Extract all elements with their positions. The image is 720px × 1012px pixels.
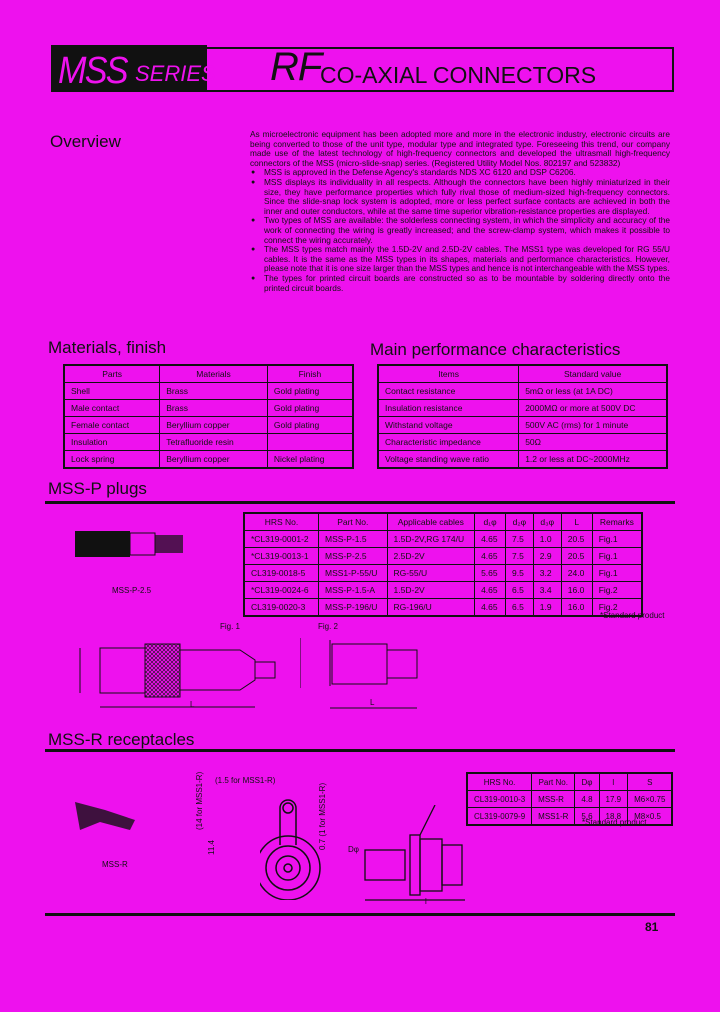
table-cell: 2.5D-2V — [387, 548, 475, 565]
header-mss: MSS — [58, 50, 127, 92]
table-cell: 1.0 — [533, 531, 561, 548]
table-row — [378, 434, 667, 451]
dim-l: l — [425, 897, 427, 906]
table-cell: 4.65 — [475, 531, 506, 548]
receptacle-side-drawing — [340, 805, 470, 905]
table-cell: 7.5 — [506, 531, 534, 548]
column-header: l — [599, 773, 628, 791]
table-cell: 500V AC (rms) for 1 minute — [519, 417, 667, 434]
table-cell: 5.6 — [575, 808, 599, 826]
table-cell: 1.2 or less at DC~2000MHz — [519, 451, 667, 469]
table-row — [467, 791, 672, 808]
table-cell: MSS-P-196/U — [319, 599, 388, 617]
overview-bullet: ● The MSS types match mainly the 1.5D-2V and 2.5D-2V cables. The MSS1 type was developed for RG 55/U cables. It is the same as the MSS types in its shapes, materials and performance characteristics. However, please note that it is one size larger than the MSS types and hence is not interchangeable with the MSS types. — [264, 245, 670, 274]
table-cell: MSS-R — [532, 791, 575, 808]
column-header: HRS No. — [467, 773, 532, 791]
table-cell: Gold plating — [267, 400, 353, 417]
table-cell: 5.65 — [475, 565, 506, 582]
table-cell: MSS-P-1.5-A — [319, 582, 388, 599]
table-cell: Voltage standing wave ratio — [378, 451, 519, 469]
table-cell: 3.4 — [533, 582, 561, 599]
section-rule — [45, 749, 675, 752]
column-header: d₃φ — [533, 513, 561, 531]
plugs-note: *Standard product — [600, 611, 665, 620]
table-row — [64, 451, 353, 469]
table-cell: 3.2 — [533, 565, 561, 582]
table-row — [244, 531, 642, 548]
plug-photo — [75, 525, 185, 565]
table-cell: Fig.1 — [592, 565, 642, 582]
overview-bullet: ● MSS is approved in the Defense Agency's standards NDS XC 6120 and DSP C6206. — [264, 168, 670, 178]
table-cell: 18.8 — [599, 808, 628, 826]
table-row — [64, 400, 353, 417]
receptacles-note: *Standard product — [582, 818, 647, 827]
table-cell: 20.5 — [561, 531, 592, 548]
table-cell: M6×0.75 — [628, 791, 673, 808]
table-row — [244, 565, 642, 582]
table-cell: MSS-P-2.5 — [319, 548, 388, 565]
table-cell: Beryllium copper — [160, 417, 268, 434]
table-cell: 5mΩ or less (at 1A DC) — [519, 383, 667, 400]
table-cell: 2000MΩ or more at 500V DC — [519, 400, 667, 417]
table-cell: Gold plating — [267, 383, 353, 400]
column-header: Remarks — [592, 513, 642, 531]
table-cell: 1.9 — [533, 599, 561, 617]
plugs-table — [243, 512, 643, 617]
column-header: Dφ — [575, 773, 599, 791]
table-cell: 6.5 — [506, 582, 534, 599]
table-row — [244, 582, 642, 599]
receptacles-heading: MSS-R receptacles — [48, 730, 195, 749]
dim-D: Dφ — [348, 845, 359, 854]
fig2-drawing — [300, 638, 450, 713]
table-cell: Fig.1 — [592, 548, 642, 565]
table-cell: RG-55/U — [387, 565, 475, 582]
table-row — [378, 383, 667, 400]
table-cell: CL319-0018-5 — [244, 565, 319, 582]
fig1-label: Fig. 1 — [220, 622, 241, 631]
table-cell: Fig.2 — [592, 599, 642, 617]
header-rf: RF — [270, 45, 322, 89]
column-header: Applicable cables — [387, 513, 475, 531]
col-standard-value: Standard value — [519, 365, 667, 383]
table-cell: 1.5D-2V — [387, 582, 475, 599]
column-header: Part No. — [532, 773, 575, 791]
table-cell: Fig.1 — [592, 531, 642, 548]
column-header: d₁φ — [475, 513, 506, 531]
plug-photo-caption: MSS-P-2.5 — [112, 586, 152, 595]
column-header: L — [561, 513, 592, 531]
table-cell: 4.8 — [575, 791, 599, 808]
table-cell: 20.5 — [561, 548, 592, 565]
overview-bullet: ● MSS displays its individuality in all respects. Although the connectors have been highly miniaturized in their size, they have performance properties which fully rival those of medium-sized high-frequency connectors. Since the slide-snap lock system is adopted, more or less perfect surface contacts are achieved in both the inner and outer conductors, while at the same time superior vibration-resistance properties are displayed. — [264, 178, 670, 216]
table-cell: 4.65 — [475, 548, 506, 565]
materials-heading: Materials, finish — [48, 338, 167, 357]
overview-text — [250, 130, 670, 293]
performance-table — [377, 364, 668, 469]
table-cell: 9.5 — [506, 565, 534, 582]
header-series: SERIES — [135, 61, 216, 86]
table-cell: CL319-0010-3 — [467, 791, 532, 808]
table-cell: 24.0 — [561, 565, 592, 582]
table-cell: MSS-P-1.5 — [319, 531, 388, 548]
overview-heading: Overview — [50, 132, 121, 151]
table-cell: 16.0 — [561, 582, 592, 599]
table-cell: Female contact — [64, 417, 160, 434]
table-cell: CL319-0079-9 — [467, 808, 532, 826]
table-cell: MSS1-P-55/U — [319, 565, 388, 582]
dim-height: 11.4 — [207, 840, 216, 855]
section-rule — [45, 913, 675, 916]
table-cell: *CL319-0001-2 — [244, 531, 319, 548]
table-cell: Fig.2 — [592, 582, 642, 599]
table-cell: Lock spring — [64, 451, 160, 469]
table-row — [64, 383, 353, 400]
table-cell — [267, 434, 353, 451]
overview-bullet: ● Two types of MSS are available: the solderless connecting system, in which the simplicity and accuracy of the work of connecting the wiring is greatly increased; and the screw-clamp system, which makes it possible to connect the wiring accurately. — [264, 216, 670, 245]
table-cell: Beryllium copper — [160, 451, 268, 469]
table-cell: 4.65 — [475, 599, 506, 617]
page-number: 81 — [645, 920, 659, 934]
table-cell: Characteristic impedance — [378, 434, 519, 451]
table-cell: 1.5D-2V,RG 174/U — [387, 531, 475, 548]
table-cell: Gold plating — [267, 417, 353, 434]
table-cell: 6.5 — [506, 599, 534, 617]
fig1-dim-L: L — [190, 700, 195, 709]
table-cell: Insulation resistance — [378, 400, 519, 417]
dim-thickness: 0.7 (1 for MSS1-R) — [318, 782, 327, 850]
plugs-heading: MSS-P plugs — [48, 479, 147, 498]
table-row — [64, 417, 353, 434]
col-items: Items — [378, 365, 519, 383]
column-header: HRS No. — [244, 513, 319, 531]
col-finish: Finish — [267, 365, 353, 383]
table-cell: *CL319-0024-6 — [244, 582, 319, 599]
column-header: d₂φ — [506, 513, 534, 531]
table-cell: M8×0.5 — [628, 808, 673, 826]
table-cell: Insulation — [64, 434, 160, 451]
table-cell: 50Ω — [519, 434, 667, 451]
table-row — [244, 599, 642, 617]
table-cell: Shell — [64, 383, 160, 400]
table-row — [378, 417, 667, 434]
header-title: CO-AXIAL CONNECTORS — [320, 62, 597, 88]
dim-tab-width: (1.5 for MSS1-R) — [215, 776, 276, 785]
table-cell: Brass — [160, 400, 268, 417]
table-cell: Brass — [160, 383, 268, 400]
dim-height-mss1: (14 for MSS1-R) — [195, 771, 204, 830]
overview-intro: As microelectronic equipment has been adopted more and more in the electronic industry, electronic circuits are being converted to those of the unit type, modular type and integrated type. Foreseeing this trend, our company made use of the latest technology of high-frequency connectors and developed the ultrasmall high-frequency connectors of the MSS (micro-slide-snap) series. (Registered Utility Model Nos. 802197 and 523832) — [250, 129, 670, 168]
table-cell: 4.65 — [475, 582, 506, 599]
table-cell: 17.9 — [599, 791, 628, 808]
col-parts: Parts — [64, 365, 160, 383]
column-header: S — [628, 773, 673, 791]
column-header: Part No. — [319, 513, 388, 531]
table-cell: Contact resistance — [378, 383, 519, 400]
overview-bullet: ● The types for printed circuit boards are constructed so as to be mountable by soldering directly onto the printed circuit boards. — [264, 274, 670, 293]
fig2-dim-L: L — [370, 698, 375, 707]
table-cell: Nickel plating — [267, 451, 353, 469]
table-row — [64, 434, 353, 451]
table-row — [244, 548, 642, 565]
table-cell: CL319-0020-3 — [244, 599, 319, 617]
table-cell: 2.9 — [533, 548, 561, 565]
table-cell: *CL319-0013-1 — [244, 548, 319, 565]
table-cell: Withstand voltage — [378, 417, 519, 434]
table-cell: Tetrafluoride resin — [160, 434, 268, 451]
performance-heading: Main performance characteristics — [370, 340, 621, 359]
table-cell: 7.5 — [506, 548, 534, 565]
materials-table — [63, 364, 354, 469]
receptacle-photo — [75, 790, 145, 840]
fig2-label: Fig. 2 — [318, 622, 339, 631]
receptacle-photo-caption: MSS-R — [102, 860, 128, 869]
table-row — [378, 400, 667, 417]
table-cell: RG-196/U — [387, 599, 475, 617]
table-row — [378, 451, 667, 469]
table-cell: 16.0 — [561, 599, 592, 617]
table-cell: Male contact — [64, 400, 160, 417]
col-materials: Materials — [160, 365, 268, 383]
section-rule — [45, 501, 675, 504]
table-cell: MSS1-R — [532, 808, 575, 826]
